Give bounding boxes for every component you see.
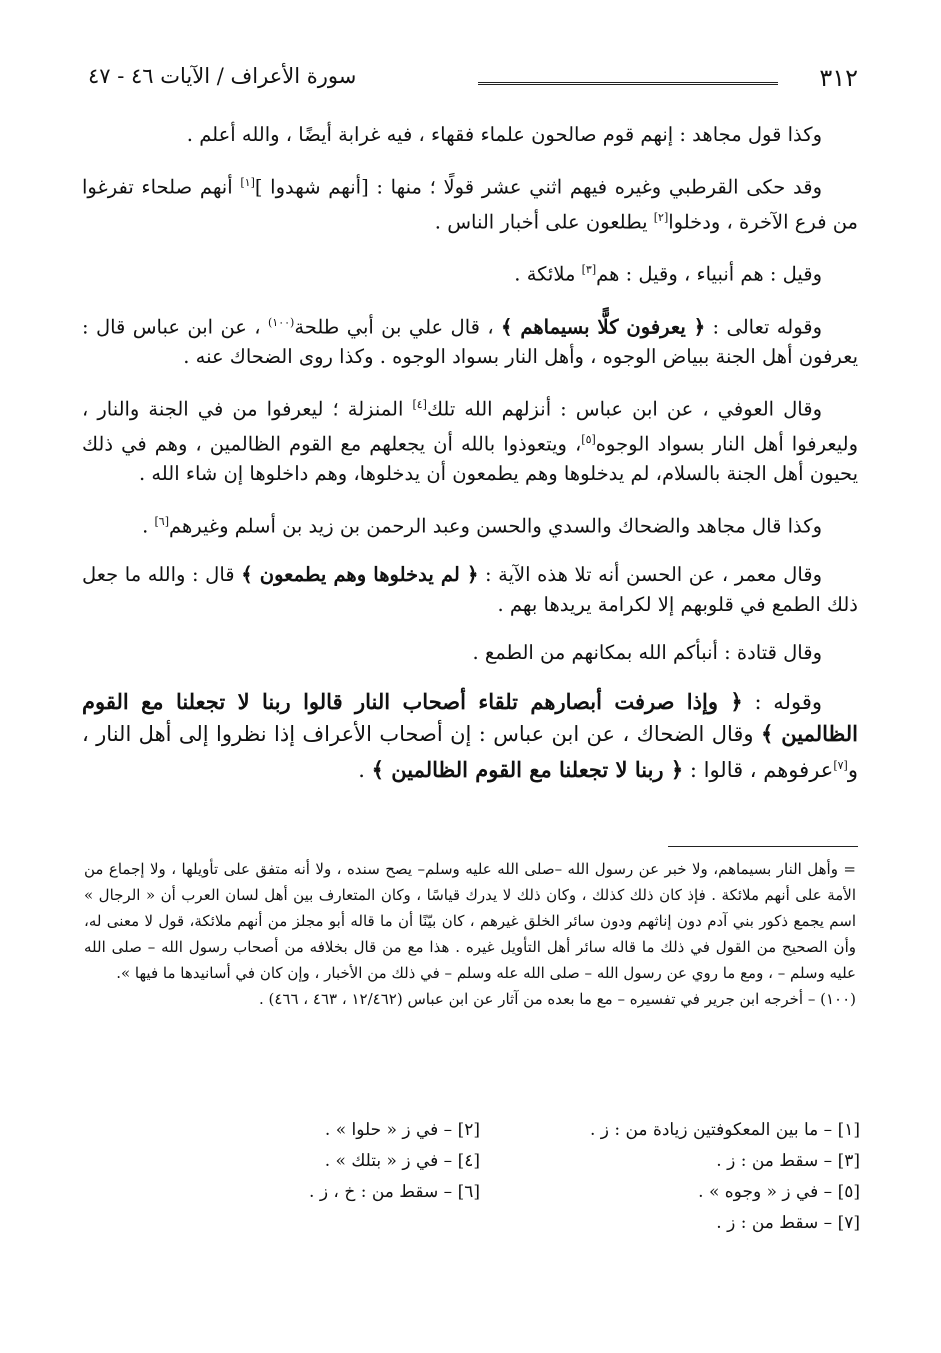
note-marker: [٦] [154, 515, 169, 528]
apparatus-note: [٢] – في ز « حلوا » . [324, 1120, 480, 1140]
running-title: سورة الأعراف / الآيات ٤٦ - ٤٧ [88, 64, 357, 88]
text-run: يطلعون على أخبار الناس . [434, 210, 654, 233]
critical-apparatus [100, 1120, 860, 1250]
text-run: ، عن ابن عباس قال : يعرفون أهل الجنة ببياض الوجوه ، وأهل النار بسواد الوجوه . وكذا روى الضحاك عنه . [82, 315, 858, 368]
text-run: ملائكة . [514, 262, 582, 286]
footnotes [84, 856, 856, 1012]
paragraph [82, 638, 858, 668]
footnote-marker: (١٠٠) [267, 315, 295, 329]
footnote-rule [668, 846, 858, 847]
text-run: المنزلة ؛ ليعرفوا من في الجنة والنار ، وليعرفوا أهل النار بسواد الوجوه [82, 397, 858, 455]
paragraph [82, 120, 858, 150]
note-marker: [٣] [581, 263, 597, 276]
text-run: وقد حكى القرطبي وغيره فيهم اثني عشر قولًا ؛ منها : [أنهم شهدوا ] [254, 175, 822, 199]
paragraph [82, 308, 858, 373]
quran-verse: ﴿ وإذا صرفت أبصارهم تلقاء أصحاب النار قالوا ربنا لا تجعلنا مع القوم الظالمين ﴾ [82, 688, 858, 746]
apparatus-note: [٧] – سقط من : ز . [716, 1213, 860, 1233]
quran-verse: ﴿ يعرفون كلًّا بسيماهم ﴾ [501, 315, 706, 338]
main-text [82, 120, 858, 804]
paragraph [82, 390, 858, 489]
note-marker: [١] [240, 176, 255, 189]
text-run: وقوله : [742, 689, 822, 714]
text-run: عرفوهم ، قالوا : [683, 757, 834, 782]
text-run: وكذا قول مجاهد : إنهم قوم صالحون علماء فقهاء ، فيه غرابة أيضًا ، والله أعلم . [186, 123, 822, 146]
quran-verse: ﴿ لم يدخلوها وهم يطمعون ﴾ [241, 562, 479, 586]
note-marker: [٧] [833, 758, 848, 772]
page-number: ٣١٢ [819, 64, 858, 92]
text-run: أنهم صلحاء تفرغوا من فرع الآخرة ، ودخلوا [82, 175, 858, 233]
text-run: وقيل : هم أنبياء ، وقيل : هم [596, 262, 822, 286]
text-run: . [358, 757, 372, 782]
text-run: وقال الضحاك ، عن ابن عباس : إن أصحاب الأعراف إذا نظروا إلى أهل النار ، و [82, 721, 858, 782]
header-rule [478, 82, 778, 88]
text-run: وقال العوفي ، عن ابن عباس : أنزلهم الله تلك [426, 397, 822, 421]
text-run: . [142, 514, 155, 538]
apparatus-column-left [100, 1120, 480, 1213]
text-run: وقوله تعالى : [705, 315, 823, 338]
footnote: (١٠٠) – أخرجه ابن جرير في تفسيره – مع ما بعده من آثار عن ابن عباس (١٢/٤٦٢ ، ٤٦٣ ، ٤٦٦) . [258, 990, 856, 1008]
text-run: وكذا قال مجاهد والضحاك والسدي والحسن وعبد الرحمن بن زيد بن أسلم وغيرهم [168, 514, 822, 538]
text-run: وقال معمر ، عن الحسن أنه تلا هذه الآية : [478, 562, 822, 586]
apparatus-column-right [480, 1120, 860, 1244]
note-marker: [٢] [653, 210, 669, 224]
paragraph [82, 560, 858, 620]
quran-verse: ﴿ ربنا لا تجعلنا مع القوم الظالمين ﴾ [371, 756, 684, 782]
apparatus-note: [٤] – في ز « بتلك » . [324, 1151, 480, 1171]
paragraph [82, 507, 858, 542]
page-header [88, 62, 858, 102]
apparatus-note: [٦] – سقط من : خ ، ز . [309, 1182, 480, 1202]
note-marker: [٥] [581, 432, 596, 446]
apparatus-note: [٥] – في ز « وجوه » . [698, 1182, 860, 1202]
text-run: قال : والله ما جعل ذلك الطمع في قلوبهم إلا لكرامة يريدها بهم . [82, 562, 858, 616]
apparatus-note: [١] – ما بين المعكوفتين زيادة من : ز . [589, 1120, 860, 1140]
text-run: ، ويتعوذوا بالله أن يجعلهم مع القوم الظالمين ، وهم في ذلك يحيون أهل الجنة بالسلام، لم يدخلوها وهم يطمعون أن يدخلوها، وهم داخلوها إن شاء الله . [82, 432, 858, 485]
text-run: وقال قتادة : أنبأكم الله بمكانهم من الطمع . [472, 640, 822, 664]
paragraph [82, 168, 858, 237]
footnote: = وأهل النار بسيماهم، ولا خبر عن رسول الله –صلى الله عليه وسلم– يصح سنده ، ولا أنه متفق على تأويلها ، ولا إجماع من الأمة على أنهم ملائكة . فإذ كان ذلك كذلك ، وكان ذلك لا يدرك قياسًا ، وكان المتعارف بين أهل لسان العرب أن « الرجال » اسم يجمع ذكور بني آدم دون إناثهم ودون سائر الخلق غيرهم ، كان بيّنًا أن ما قاله أبو مجلز من أنهم ملائكة، قول لا معنى له، وأن الصحيح من القول في ذلك ما قاله سائر أهل التأويل غيره . هذا مع من قال بخلافه من أصحاب رسول الله – صلى الله عليه وسلم – ، ومع ما روي عن رسول الله – صلى الله عله وسلم – في ذلك من الأخبار ، وإن كان في أسانيدها ما فيها ». [84, 860, 856, 982]
paragraph [82, 686, 858, 786]
text-run: ، قال علي بن أبي طلحة [294, 315, 502, 338]
paragraph [82, 255, 858, 290]
note-marker: [٤] [412, 398, 427, 411]
apparatus-note: [٣] – سقط من : ز . [716, 1151, 860, 1171]
